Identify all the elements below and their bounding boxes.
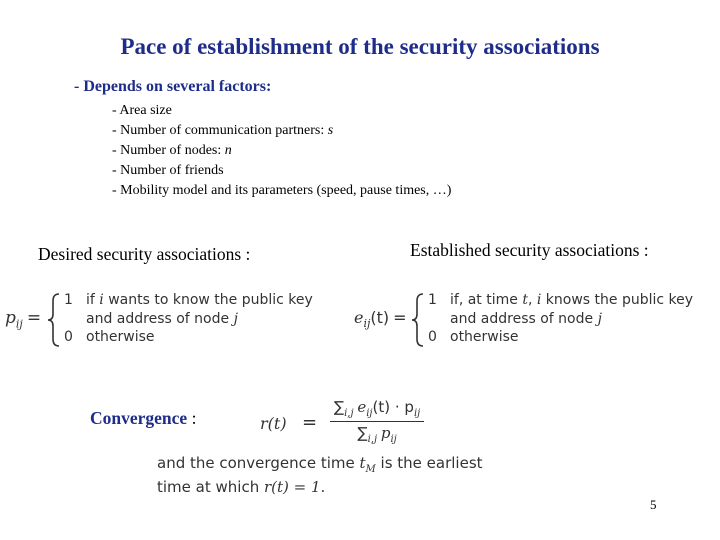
factor-variable: s (327, 123, 334, 138)
established-otherwise: otherwise (450, 329, 519, 345)
established-condition-2: and address of node j (450, 311, 602, 327)
convergence-text-1: and the convergence time $t_M$ is the earliest (157, 454, 483, 475)
established-header: Established security associations : (410, 240, 649, 260)
established-case-0: 0 (428, 329, 437, 345)
established-lhs: $e_{ij}(t)$ = (354, 308, 407, 331)
convergence-lhs: r(t) (260, 414, 287, 433)
factor-text: - Number of nodes: (112, 143, 225, 158)
established-case-1: 1 (428, 292, 437, 308)
desired-condition-2: and address of node j (86, 311, 238, 327)
desired-header: Desired security associations : (38, 244, 251, 264)
page-number: 5 (650, 497, 657, 512)
desired-case-1: 1 (64, 292, 73, 308)
factor-text: - Mobility model and its parameters (speed, pause times, …) (112, 183, 452, 198)
factor-item (112, 101, 451, 121)
factor-item (112, 141, 451, 161)
convergence-equals: = (302, 412, 318, 433)
convergence-label: Convergence : (90, 408, 197, 428)
convergence-text-2: time at which r(t) = 1. (157, 478, 326, 496)
established-condition-1: if, at time t, i knows the public key (450, 292, 694, 308)
desired-lhs: $p_{ij}$ = (5, 308, 42, 331)
fraction-denominator: $\sum_{i,j}$ $p_{ij}$ (330, 421, 424, 445)
desired-condition-1: if i wants to know the public key (86, 292, 313, 308)
fraction-numerator: $\sum_{i,j}$ $e_{ij}(t) \cdot p_{ij}$ (334, 398, 421, 419)
factor-item (112, 121, 451, 141)
factor-text: - Number of friends (112, 163, 224, 178)
factor-item (112, 181, 451, 201)
desired-otherwise: otherwise (86, 329, 155, 345)
convergence-fraction (330, 398, 424, 445)
desired-brace-icon (46, 292, 62, 348)
slide-title: Pace of establishment of the security associations (120, 34, 600, 59)
desired-case-0: 0 (64, 329, 73, 345)
factors-lead: - Depends on several factors: (74, 78, 272, 95)
factor-variable: n (224, 143, 232, 158)
factor-text: - Number of communication partners: (112, 123, 328, 138)
factor-text: - Area size (112, 103, 172, 118)
established-brace-icon (410, 292, 426, 348)
factor-list (112, 101, 451, 201)
factor-item (112, 161, 451, 181)
